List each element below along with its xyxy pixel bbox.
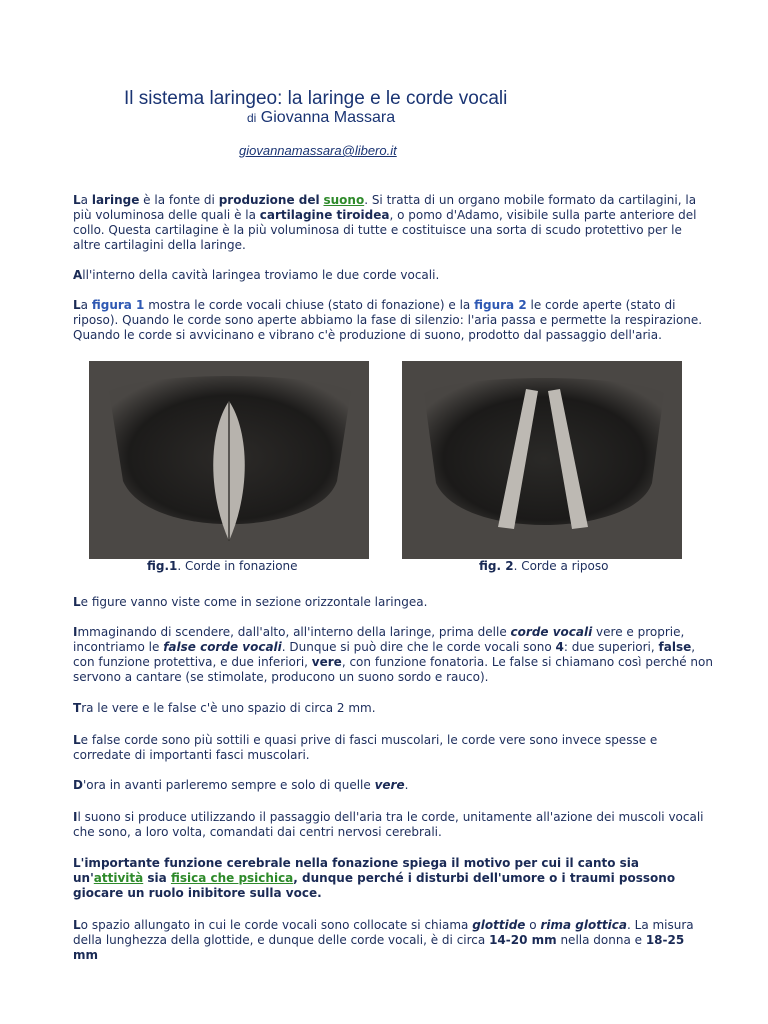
- byline: [247, 109, 395, 127]
- paragraph-glottide: [73, 918, 713, 963]
- drop-letter: L: [73, 193, 81, 207]
- caption-label: fig.1: [147, 559, 178, 573]
- ref-figura-1: figura 1: [91, 298, 145, 312]
- text-run: : due superiori,: [563, 640, 659, 654]
- text-run: mostra le corde vocali chiuse (stato di fonazione) e la: [144, 298, 475, 312]
- paragraph-fasci: [73, 733, 713, 763]
- text-run: . Si tratta di un organo mobile formato da cartilagini, la più voluminosa delle quali è la: [73, 193, 697, 222]
- figure-1-caption: [147, 559, 298, 573]
- paragraph-funzione-cerebrale: [73, 856, 713, 901]
- vocal-cords-open-illustration: [402, 361, 682, 559]
- ref-figura-2: figura 2: [474, 298, 527, 312]
- drop-letter: I: [73, 810, 78, 824]
- drop-letter: I: [73, 625, 78, 639]
- text-run: vere e proprie, incontriamo le: [73, 625, 685, 654]
- text-run: o spazio allungato in cui le corde vocali sono collocate si chiama: [80, 918, 473, 932]
- drop-letter: D: [73, 778, 83, 792]
- link-attivita[interactable]: attività: [93, 871, 144, 885]
- paragraph-false-corde: [73, 625, 713, 685]
- drop-letter: T: [73, 701, 82, 715]
- term-rima-glottica: rima glottica: [540, 918, 627, 932]
- term-misura-donna: 14-20 mm: [489, 933, 557, 947]
- byline-prefix: di: [247, 111, 257, 125]
- paragraph-figure: [73, 298, 713, 343]
- text-run: L'importante funzione cerebrale nella fonazione spiega il motivo per cui il canto sia un': [73, 856, 639, 885]
- term-produzione: produzione del: [218, 193, 320, 207]
- term-vere-italic: vere: [374, 778, 405, 792]
- text-run: sia: [143, 871, 171, 885]
- text-run: a: [80, 193, 92, 207]
- drop-letter: L: [73, 918, 81, 932]
- text-run: , dunque perché i disturbi dell'umore o i traumi possono giocare un ruolo inibitore sulla voce.: [73, 871, 676, 900]
- text-run: ra le vere e le false c'è uno spazio di circa 2 mm.: [81, 701, 376, 715]
- author-name: Giovanna Massara: [260, 109, 396, 126]
- drop-letter: L: [73, 298, 81, 312]
- document-title: Il sistema laringeo: la laringe e le corde vocali: [124, 88, 508, 109]
- paragraph-suono: [73, 810, 713, 840]
- term-cartilagine-tiroidea: cartilagine tiroidea: [259, 208, 390, 222]
- text-run: . La misura della lunghezza della glottide, e dunque delle corde vocali, è di circa: [73, 918, 694, 947]
- figure-2-caption: [479, 559, 608, 573]
- text-run: e false corde sono più sottili e quasi prive di fasci muscolari, le corde vere sono invece spesse e corredate di importanti fasci muscolari.: [73, 733, 658, 762]
- term-misura-uomo: 18-25 mm: [73, 933, 685, 962]
- paragraph-laringe: [73, 193, 713, 253]
- text-run: , o pomo d'Adamo, visibile sulla parte anteriore del collo. Questa cartilagine è la più voluminosa di tutte e costituisce una sorta di scudo protettivo per le altre cartilagini della laringe.: [73, 208, 697, 252]
- text-run: 'ora in avanti parleremo sempre e solo di quelle: [82, 778, 375, 792]
- term-false-corde: false corde vocali: [163, 640, 282, 654]
- term-laringe: laringe: [91, 193, 140, 207]
- drop-letter: L: [73, 595, 81, 609]
- text-run: nella donna e: [556, 933, 646, 947]
- text-run: è la fonte di: [139, 193, 219, 207]
- vocal-cords-closed-illustration: [89, 361, 369, 559]
- paragraph-cavita: [73, 268, 713, 283]
- text-run: a: [80, 298, 92, 312]
- text-run: o: [525, 918, 541, 932]
- link-fisica-psichica[interactable]: fisica che psichica: [170, 871, 294, 885]
- term-corde-vocali: corde vocali: [510, 625, 593, 639]
- term-glottide: glottide: [472, 918, 526, 932]
- text-run: , con funzione protettiva, e due inferiori,: [73, 640, 696, 669]
- figure-1-image: [89, 361, 369, 559]
- text-run: l suono si produce utilizzando il passaggio dell'aria tra le corde, unitamente all'azione dei muscoli vocali che sono, a loro volta, comandati dai centri nervosi cerebrali.: [73, 810, 704, 839]
- paragraph-spazio: [73, 701, 713, 716]
- term-vere: vere: [311, 655, 342, 669]
- term-numero: 4: [555, 640, 564, 654]
- text-run: le corde aperte (stato di riposo). Quando le corde sono aperte abbiamo la fase di silenzio: l'aria passa e permette la respirazione. Quando le corde si avvicinano e vibrano c'è produzione di suono, prodotto dal passaggio dell'aria.: [73, 298, 703, 342]
- paragraph-sezione: [73, 595, 713, 610]
- caption-text: . Corde in fonazione: [177, 559, 298, 573]
- link-suono[interactable]: suono: [323, 193, 365, 207]
- term-false: false: [658, 640, 692, 654]
- text-run: . Dunque si può dire che le corde vocali sono: [281, 640, 556, 654]
- figure-2-image: [402, 361, 682, 559]
- drop-letter: A: [73, 268, 83, 282]
- caption-label: fig. 2: [479, 559, 514, 573]
- text-run: mmaginando di scendere, dall'alto, all'interno della laringe, prima delle: [77, 625, 511, 639]
- paragraph-vere: [73, 778, 713, 793]
- drop-letter: L: [73, 733, 81, 747]
- email-link[interactable]: giovannamassara@libero.it: [239, 143, 397, 158]
- text-run: .: [404, 778, 409, 792]
- text-run: ll'interno della cavità laringea troviamo le due corde vocali.: [82, 268, 440, 282]
- text-run: , con funzione fonatoria. Le false si chiamano così perché non servono a cantare (se stimolate, producono un suono sordo e rauco).: [73, 655, 713, 684]
- caption-text: . Corde a riposo: [513, 559, 609, 573]
- text-run: e figure vanno viste come in sezione orizzontale laringea.: [80, 595, 428, 609]
